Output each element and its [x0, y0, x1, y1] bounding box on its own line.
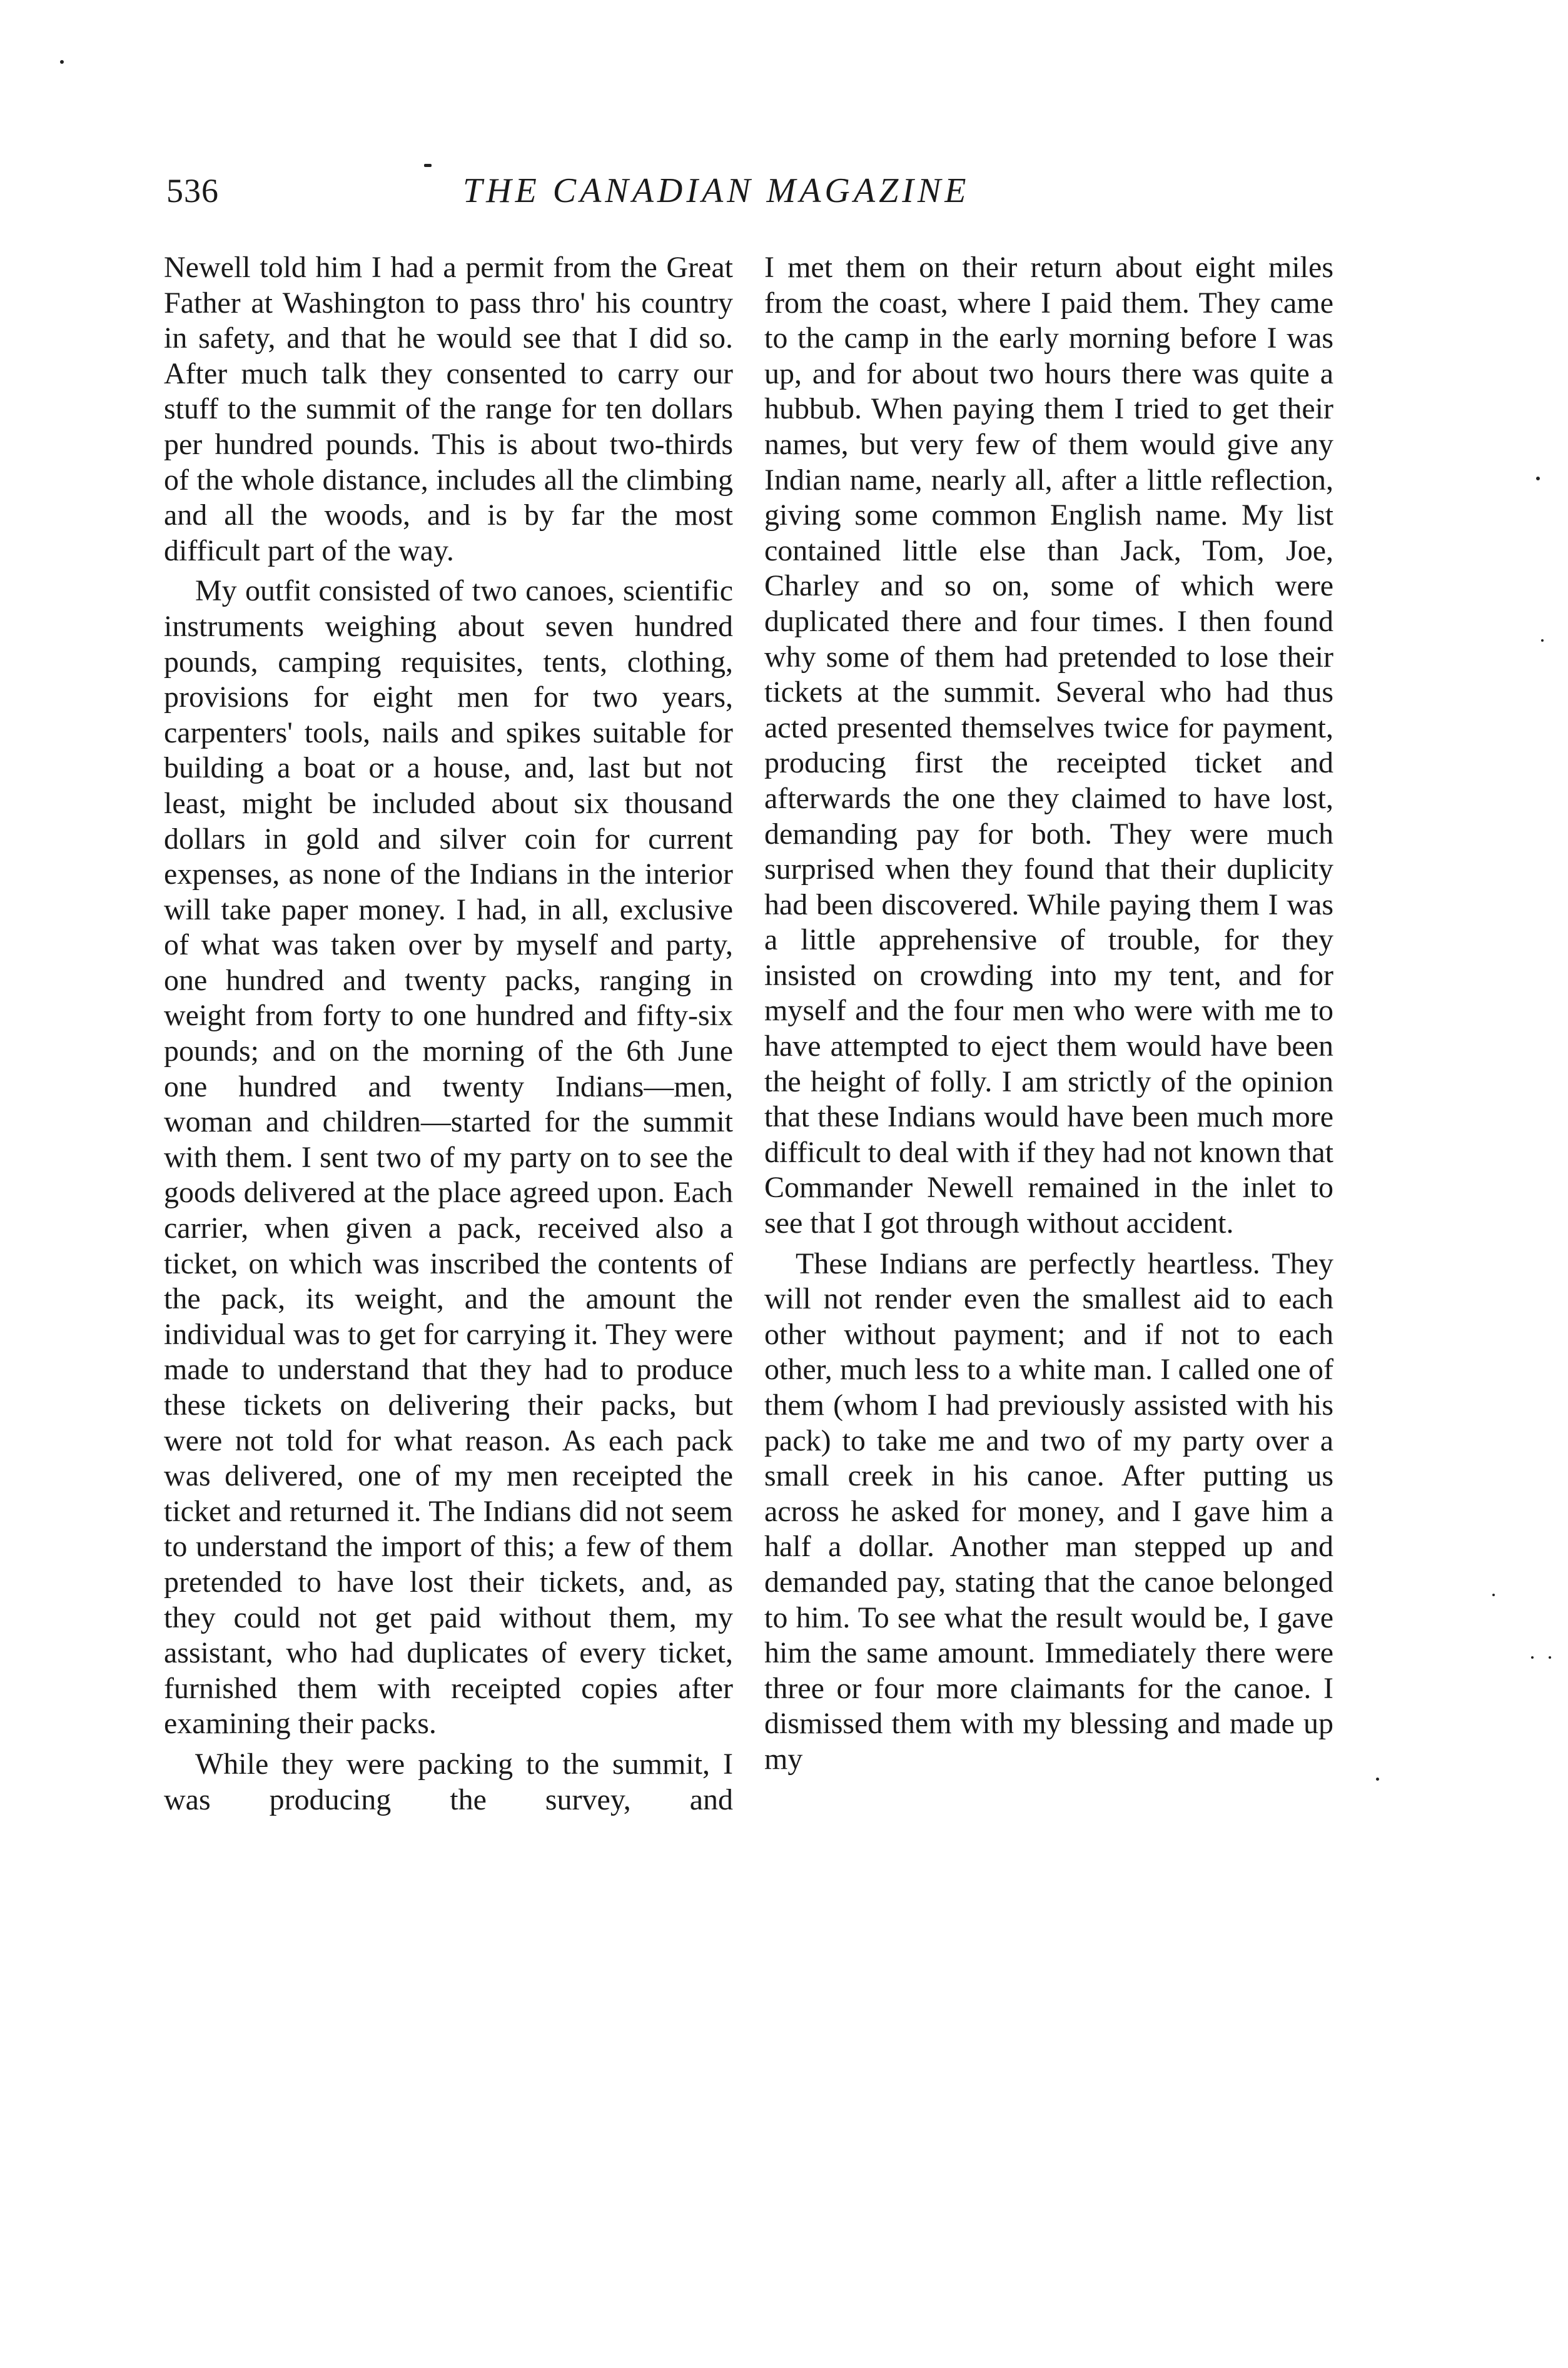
scan-speck	[1531, 1656, 1534, 1659]
left-column	[164, 250, 733, 1823]
scan-speck	[1549, 1656, 1551, 1659]
left-paragraph-2: My outfit consisted of two canoes, scientific instruments weighing about seven hundred pounds, camping requisites, tents, clothing, provisions for eight men for two years, carpenters' tools, nails and spikes suitable for building a boat or a house, and, last but not least, might be included about six thousand dollars in gold and silver coin for current expenses, as none of the Indians in the interior will take paper money. I had, in all, exclusive of what was taken over by myself and party, one hundred and twenty packs, ranging in weight from forty to one hundred and fifty-six pounds; and on the morning of the 6th June one hundred and twenty Indians—men, woman and children—started for the summit with them. I sent two of my party on to see the goods delivered at the place agreed upon. Each carrier, when given a pack, received also a ticket, on which was inscribed the contents of the pack, its weight, and the amount the individual was to get for carrying it. They were made to understand that they had to produce these tickets on delivering their packs, but were not told for what reason. As each pack was delivered, one of my men receipted the ticket and returned it. The Indians did not seem to understand the import of this; a few of them pretended to have lost their tickets, and, as they could not get paid without them, my assistant, who had duplicates of every ticket, furnished them with receipted copies after examining their packs.	[164, 574, 733, 1741]
left-paragraph-1: Newell told him I had a permit from the Great Father at Washington to pass thro' his country in safety, and that he would see that I did so. After much talk they consented to carry our stuff to the summit of the range for ten dollars per hundred pounds. This is about two-thirds of the whole distance, includes all the climbing and all the woods, and is by far the most difficult part of the way.	[164, 251, 733, 567]
right-column	[764, 250, 1333, 1783]
scan-speck	[1541, 639, 1544, 642]
page-number: 536	[166, 172, 219, 210]
scan-speck	[60, 60, 64, 64]
scan-speck	[1376, 1778, 1379, 1781]
right-paragraph-2: These Indians are perfectly heartless. They will not render even the smallest aid to each other without payment; and if not to each other, much less to a white man. I called one of them (whom I had previously assisted with his pack) to take me and two of my party over a small creek in his canoe. After putting us across he asked for money, and I gave him a half a dollar. Another man stepped up and demanded pay, stating that the canoe belonged to him. To see what the result would be, I gave him the same amount. Immediately there were three or four more claimants for the canoe. I dismissed them with my blessing and made up my	[764, 1247, 1333, 1776]
scan-speck	[1492, 1594, 1495, 1596]
running-title: THE CANADIAN MAGAZINE	[463, 171, 970, 210]
right-paragraph-1: I met them on their return about eight miles from the coast, where I paid them. They came to the camp in the early morning before I was up, and for about two hours there was quite a hubbub. When paying them I tried to get their names, but very few of them would give any Indian name, nearly all, after a little reflection, giving some common English name. My list contained little else than Jack, Tom, Joe, Charley and so on, some of which were duplicated there and four times. I then found why some of them had pretended to lose their tickets at the summit. Several who had thus acted presented themselves twice for payment, producing first the receipted ticket and afterwards the one they claimed to have lost, demanding pay for both. They were much surprised when they found that their duplicity had been discovered. While paying them I was a little apprehensive of trouble, for they insisted on crowding into my tent, and for myself and the four men who were with me to have attempted to eject them would have been the height of folly. I am strictly of the opinion that these Indians would have been much more difficult to deal with if they had not known that Commander Newell remained in the inlet to see that I got through without accident.	[764, 251, 1333, 1240]
scan-speck	[424, 164, 432, 167]
scan-speck	[1536, 477, 1540, 480]
left-paragraph-3: While they were packing to the summit, I was producing the survey, and	[164, 1747, 733, 1816]
